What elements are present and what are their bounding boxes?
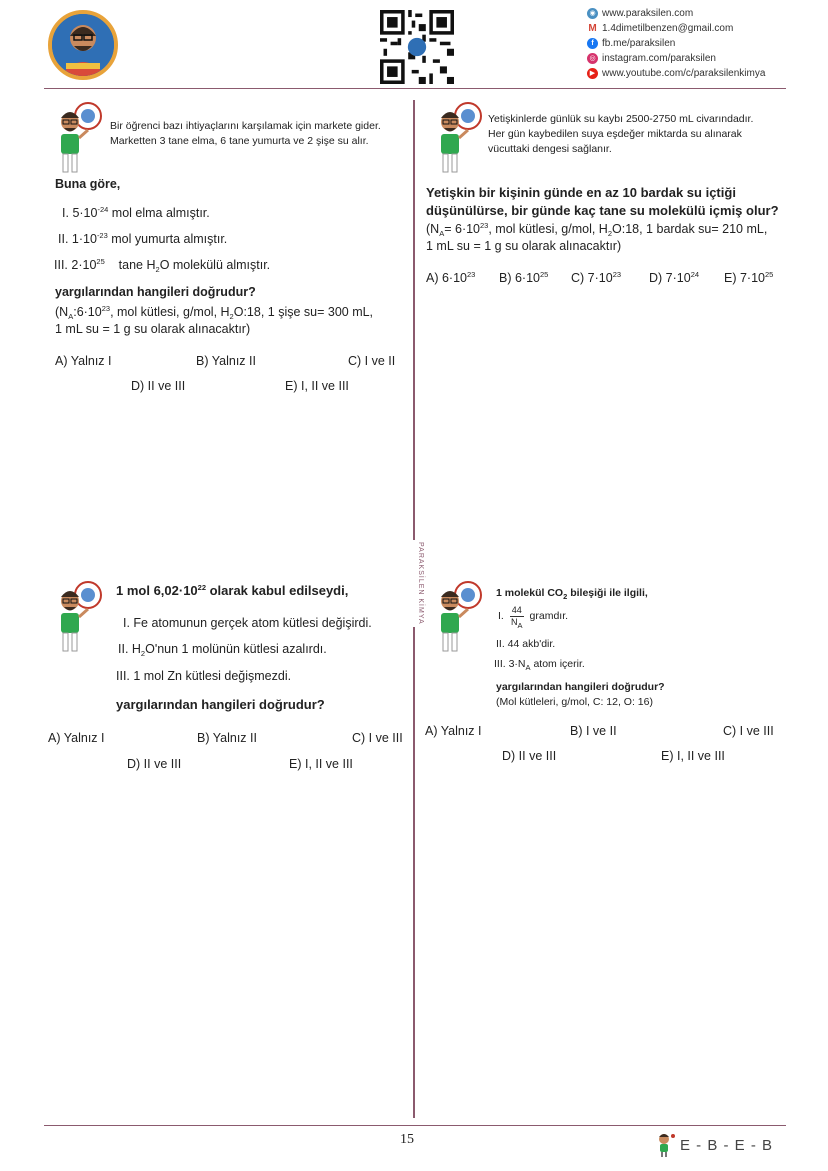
q3-option-b[interactable]: B) Yalnız II (197, 731, 257, 745)
page-number: 15 (400, 1132, 414, 1147)
q1-note: ($N_A:6\cdot 10^{23}$, mol kütlesi, g/mol, $H_2O:18$, 1 şişe su= 300 mL, 1 mL su = 1 g su olarak alınacaktır) (55, 304, 374, 336)
q4-fraction: $\frac{44}{N_A}$ (510, 605, 523, 630)
footer-divider (44, 1125, 786, 1126)
q4-option-e[interactable]: E) I, II ve III (661, 749, 725, 763)
q4-option-c[interactable]: C) I ve III (723, 724, 774, 738)
q4-title: 1 molekül $CO_2$ bileşiği ile ilgili, (496, 587, 648, 601)
q4-option-d[interactable]: D) II ve III (502, 749, 557, 763)
q2-option-b[interactable]: B) $6\cdot 10^{25}$ (499, 270, 549, 285)
mascot-icon (48, 577, 108, 657)
q1-option-e[interactable]: E) I, II ve III (285, 379, 349, 393)
q2-option-a[interactable]: A) $6\cdot 10^{23}$ (426, 270, 476, 285)
q4-statement-2: II. 44 akb'dir. (496, 638, 556, 650)
contact-youtube[interactable]: ▶ www.youtube.com/c/paraksilenkimya (587, 66, 765, 80)
q2-question: Yetişkin bir kişinin günde en az 10 bardak su içtiği düşünülürse, bir günde kaç tane su molekülü içmiş olur? (426, 185, 779, 218)
instagram-icon: ◎ (587, 53, 598, 64)
answer-key: E - B - E - B (680, 1137, 774, 1154)
qr-code[interactable] (380, 10, 454, 84)
q1-option-a[interactable]: A) Yalnız I (55, 354, 112, 368)
q2-intro: Yetişkinlerde günlük su kaybı 2500-2750 mL civarındadır. Her gün kaybedilen suya eşdeğer miktarda su alınarak vücuttaki dengesi sağlanır. (488, 113, 754, 155)
q3-option-c[interactable]: C) I ve III (352, 731, 403, 745)
q1-statement-2: II. $1\cdot 10^{-23}$ mol yumurta almıştır. (58, 231, 228, 246)
q2-option-d[interactable]: D) $7\cdot 10^{24}$ (649, 270, 700, 285)
q4-option-b[interactable]: B) I ve II (570, 724, 617, 738)
q1-option-b[interactable]: B) Yalnız II (196, 354, 256, 368)
q1-statement-1: I. $5\cdot 10^{-24}$ mol elma almıştır. (62, 205, 210, 220)
author-avatar (48, 10, 118, 80)
q3-statement-3: III. 1 mol Zn kütlesi değişmezdi. (116, 669, 292, 683)
q3-option-a[interactable]: A) Yalnız I (48, 731, 105, 745)
mascot-icon (48, 98, 108, 178)
q4-question: yargılarından hangileri doğrudur? (496, 681, 665, 693)
facebook-icon: f (587, 38, 598, 49)
mascot-small-icon (655, 1131, 677, 1157)
q1-intro: Bir öğrenci bazı ihtiyaçlarını karşılamak için markete gider. Marketten 3 tane elma, 6 tane yumurta ve 2 şişe su alır. (110, 120, 381, 147)
mascot-icon (428, 577, 488, 657)
contact-instagram[interactable]: ◎ instagram.com/paraksilen (587, 51, 716, 65)
gmail-icon: M (588, 22, 597, 34)
q4-note: (Mol kütleleri, g/mol, C: 12, O: 16) (496, 696, 653, 708)
side-label: PARAKSİLEN KİMYA (404, 540, 424, 627)
q4-statement-3: III. $3\cdot N_A$ atom içerir. (494, 658, 585, 672)
q2-note: ($N_A= 6\cdot 10^{23}$, mol kütlesi, g/mol, $H_2O:18$, 1 bardak su= 210 mL, 1 mL su = 1 g su olarak alınacaktır) (426, 221, 768, 253)
q3-option-e[interactable]: E) I, II ve III (289, 757, 353, 771)
youtube-icon: ▶ (587, 68, 598, 79)
web-icon: ◉ (587, 8, 598, 19)
q4-option-a[interactable]: A) Yalnız I (425, 724, 482, 738)
q3-question: yargılarından hangileri doğrudur? (116, 697, 325, 712)
mascot-icon (428, 98, 488, 178)
header-divider (44, 88, 786, 89)
q2-option-e[interactable]: E) $7\cdot 10^{25}$ (724, 270, 774, 285)
q4-statement-1: I. $\frac{44}{N_A}$ gramdır. (498, 605, 569, 630)
q1-option-d[interactable]: D) II ve III (131, 379, 186, 393)
q3-statement-2: II. $H_2O'nun$ 1 molünün kütlesi azalırdı. (118, 642, 327, 658)
q3-title: 1 mol $6,02\cdot 10^{22}$ olarak kabul edilseydi, (116, 583, 349, 598)
q1-statement-3: III. $2\cdot 10^{25}$ tane $H_2O$ molekülü almıştır. (54, 257, 271, 274)
q1-question: yargılarından hangileri doğrudur? (55, 285, 256, 299)
q3-option-d[interactable]: D) II ve III (127, 757, 182, 771)
contact-website[interactable]: ◉ www.paraksilen.com (587, 6, 693, 20)
q1-option-c[interactable]: C) I ve II (348, 354, 396, 368)
q2-option-c[interactable]: C) $7\cdot 10^{23}$ (571, 270, 622, 285)
q3-statement-1: I. Fe atomunun gerçek atom kütlesi değişirdi. (123, 616, 372, 630)
contact-email[interactable]: M 1.4dimetilbenzen@gmail.com (588, 22, 734, 34)
contact-facebook[interactable]: f fb.me/paraksilen (587, 36, 675, 50)
q1-lead: Buna göre, (55, 177, 121, 191)
